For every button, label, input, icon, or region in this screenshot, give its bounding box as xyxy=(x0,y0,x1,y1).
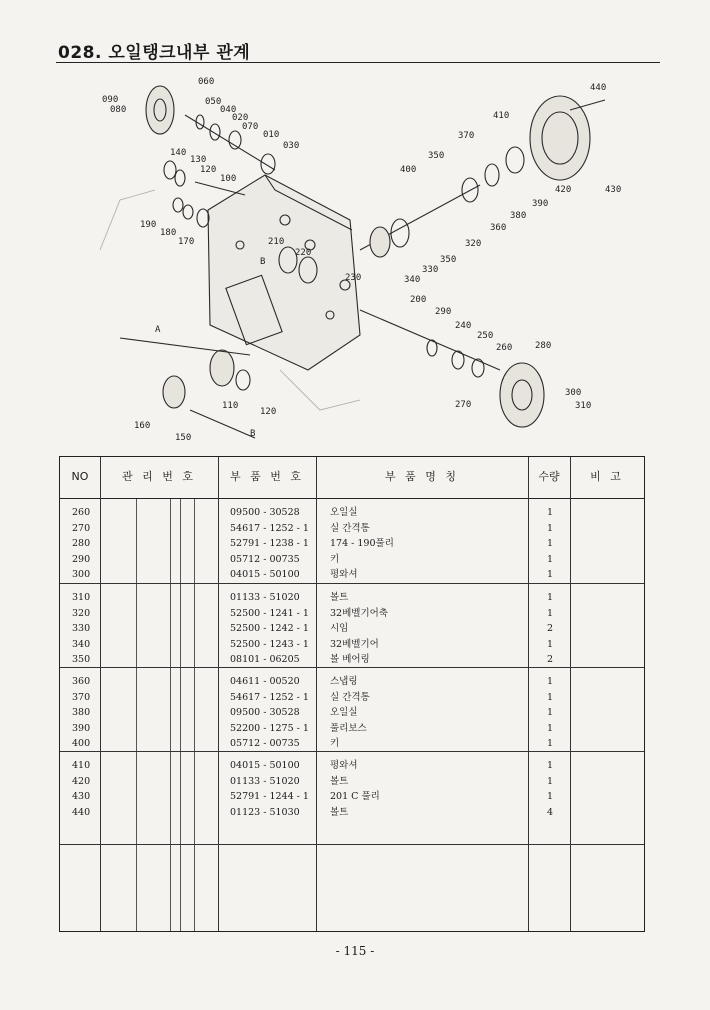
cell-part-name: 32베벨기어축 xyxy=(330,607,388,619)
page-number: - 115 - xyxy=(335,944,375,958)
callout-120b: 120 xyxy=(260,407,277,417)
cell-no: 370 xyxy=(72,691,91,703)
cell-part-no: 01123 - 51030 xyxy=(230,806,300,818)
table-row xyxy=(60,621,644,636)
table-row xyxy=(60,705,644,720)
table-row xyxy=(60,536,644,551)
cell-part-name: 실 간격통 xyxy=(330,522,370,534)
parts-table xyxy=(59,456,645,932)
table-row xyxy=(60,736,644,751)
callout-190: 190 xyxy=(140,220,157,230)
cell-part-name: 201 C 풀리 xyxy=(330,791,380,802)
cell-no: 330 xyxy=(72,623,91,634)
cell-qty: 1 xyxy=(546,691,554,703)
callout-100: 100 xyxy=(220,174,237,184)
cell-qty: 4 xyxy=(546,806,554,818)
row-group xyxy=(60,584,644,668)
row-group xyxy=(60,752,644,845)
table-row xyxy=(60,590,644,605)
cell-part-no: 52500 - 1243 - 1 xyxy=(230,638,309,650)
cell-part-no: 08101 - 06205 xyxy=(230,654,300,665)
cell-qty: 1 xyxy=(546,791,554,802)
cell-part-no: 04015 - 50100 xyxy=(230,760,300,771)
row-group xyxy=(60,499,644,584)
cell-qty: 1 xyxy=(546,538,554,549)
table-row xyxy=(60,552,644,567)
cell-no: 380 xyxy=(72,707,91,718)
cell-qty: 1 xyxy=(546,592,554,603)
cell-no: 300 xyxy=(72,569,91,580)
cell-part-no: 52500 - 1241 - 1 xyxy=(230,607,309,619)
row-group xyxy=(60,845,644,931)
cell-part-no: 09500 - 30528 xyxy=(230,707,300,718)
callout-250: 250 xyxy=(477,331,494,341)
callout-430: 430 xyxy=(605,185,622,195)
cell-part-name: 32베벨기어 xyxy=(330,638,379,650)
table-row xyxy=(60,758,644,773)
table-row xyxy=(60,789,644,804)
table-row xyxy=(60,690,644,705)
cell-part-name: 키 xyxy=(330,738,340,749)
header-part-no: 부 품 번 호 xyxy=(230,470,304,483)
cell-part-name: 볼트 xyxy=(330,775,349,787)
cell-qty: 2 xyxy=(546,623,554,634)
label-B-bottom: B xyxy=(250,429,256,439)
callout-160: 160 xyxy=(134,421,151,431)
cell-no: 420 xyxy=(72,775,91,787)
callout-010: 010 xyxy=(263,130,280,140)
cell-part-no: 05712 - 00735 xyxy=(230,738,300,749)
cell-qty: 1 xyxy=(546,638,554,650)
table-row xyxy=(60,521,644,536)
callout-310: 310 xyxy=(575,401,592,411)
callout-340: 340 xyxy=(404,275,421,285)
callout-400: 400 xyxy=(400,165,417,175)
callout-270: 270 xyxy=(455,400,472,410)
cell-no: 360 xyxy=(72,676,91,687)
cell-qty: 1 xyxy=(546,676,554,687)
table-row xyxy=(60,674,644,689)
cell-part-name: 스냅링 xyxy=(330,676,358,687)
cell-part-no: 52791 - 1238 - 1 xyxy=(230,538,309,549)
header-mgmt-no: 관 리 번 호 xyxy=(122,470,196,483)
cell-qty: 1 xyxy=(546,507,554,518)
table-row xyxy=(60,505,644,520)
cell-qty: 1 xyxy=(546,738,554,749)
cell-part-no: 09500 - 30528 xyxy=(230,507,300,518)
callout-370: 370 xyxy=(458,131,475,141)
callout-350b: 350 xyxy=(440,255,457,265)
cell-no: 270 xyxy=(72,522,91,534)
cell-no: 410 xyxy=(72,760,91,771)
callout-330: 330 xyxy=(422,265,439,275)
callout-440: 440 xyxy=(590,83,607,93)
header-part-name: 부 품 명 칭 xyxy=(385,470,459,483)
header-qty: 수량 xyxy=(538,470,560,483)
callout-140: 140 xyxy=(170,148,187,158)
cell-part-name: 시임 xyxy=(330,623,349,634)
row-group xyxy=(60,668,644,752)
callout-040: 040 xyxy=(220,105,237,115)
table-row xyxy=(60,637,644,652)
cell-no: 260 xyxy=(72,507,91,518)
title-rule xyxy=(56,62,660,63)
callout-390: 390 xyxy=(532,199,549,209)
table-row xyxy=(60,805,644,820)
table-row xyxy=(60,774,644,789)
cell-part-name: 평와셔 xyxy=(330,760,358,771)
cell-no: 310 xyxy=(72,592,91,603)
callout-210: 210 xyxy=(268,237,285,247)
cell-no: 430 xyxy=(72,791,91,802)
callout-290: 290 xyxy=(435,307,452,317)
cell-qty: 1 xyxy=(546,707,554,718)
table-row xyxy=(60,606,644,621)
cell-part-no: 52791 - 1244 - 1 xyxy=(230,791,309,802)
cell-part-no: 04015 - 50100 xyxy=(230,569,300,580)
cell-no: 320 xyxy=(72,607,91,619)
cell-part-no: 01133 - 51020 xyxy=(230,775,300,787)
cell-no: 350 xyxy=(72,654,91,665)
cell-part-name: 풀리보스 xyxy=(330,722,367,734)
callout-020: 020 xyxy=(232,113,249,123)
cell-qty: 2 xyxy=(546,654,554,665)
callout-180: 180 xyxy=(160,228,177,238)
cell-qty: 1 xyxy=(546,760,554,771)
cell-qty: 1 xyxy=(546,722,554,734)
table-row xyxy=(60,721,644,736)
header-no: NO xyxy=(71,470,89,483)
exploded-parts-diagram xyxy=(60,70,660,450)
table-row xyxy=(60,567,644,582)
label-A: A xyxy=(155,325,161,335)
cell-qty: 1 xyxy=(546,775,554,787)
callout-360: 360 xyxy=(490,223,507,233)
cell-qty: 1 xyxy=(546,569,554,580)
cell-part-name: 볼트 xyxy=(330,806,349,818)
callout-120a: 120 xyxy=(200,165,217,175)
callout-130: 130 xyxy=(190,155,207,165)
cell-no: 280 xyxy=(72,538,91,549)
cell-part-name: 실 간격통 xyxy=(330,691,370,703)
callout-260: 260 xyxy=(496,343,513,353)
cell-part-name: 볼트 xyxy=(330,592,349,603)
cell-part-name: 키 xyxy=(330,553,340,565)
page-title: 028. 오일탱크내부 관계 xyxy=(58,43,251,63)
cell-qty: 1 xyxy=(546,607,554,619)
cell-part-name: 오일실 xyxy=(330,507,358,518)
callout-230: 230 xyxy=(345,273,362,283)
cell-part-no: 54617 - 1252 - 1 xyxy=(230,691,309,703)
callout-030: 030 xyxy=(283,141,300,151)
header-remark: 비 고 xyxy=(590,470,624,483)
callout-070: 070 xyxy=(242,122,259,132)
callout-380: 380 xyxy=(510,211,527,221)
cell-part-no: 52200 - 1275 - 1 xyxy=(230,722,309,734)
cell-no: 290 xyxy=(72,553,91,565)
callout-280: 280 xyxy=(535,341,552,351)
callout-090: 090 xyxy=(102,95,119,105)
callout-350a: 350 xyxy=(428,151,445,161)
cell-part-name: 평와셔 xyxy=(330,569,358,580)
callout-410: 410 xyxy=(493,111,510,121)
callout-150: 150 xyxy=(175,433,192,443)
callout-220: 220 xyxy=(295,248,312,258)
cell-part-no: 52500 - 1242 - 1 xyxy=(230,623,309,634)
cell-part-no: 04611 - 00520 xyxy=(230,676,300,687)
cell-part-name: 174 - 190풀리 xyxy=(330,538,394,549)
cell-part-no: 54617 - 1252 - 1 xyxy=(230,522,309,534)
callout-420: 420 xyxy=(555,185,572,195)
label-B-top: B xyxy=(260,257,266,267)
cell-part-no: 05712 - 00735 xyxy=(230,553,300,565)
cell-part-name: 볼 베어링 xyxy=(330,654,370,665)
callout-080: 080 xyxy=(110,105,127,115)
cell-no: 340 xyxy=(72,638,91,650)
cell-no: 390 xyxy=(72,722,91,734)
cell-no: 400 xyxy=(72,738,91,749)
table-header xyxy=(60,457,644,499)
callout-050: 050 xyxy=(205,97,222,107)
callout-110: 110 xyxy=(222,401,239,411)
callout-320: 320 xyxy=(465,239,482,249)
cell-part-name: 오일실 xyxy=(330,707,358,718)
callout-240: 240 xyxy=(455,321,472,331)
callout-300: 300 xyxy=(565,388,582,398)
table-row xyxy=(60,652,644,667)
cell-no: 440 xyxy=(72,806,91,818)
callout-060: 060 xyxy=(198,77,215,87)
cell-qty: 1 xyxy=(546,522,554,534)
callout-170: 170 xyxy=(178,237,195,247)
cell-part-no: 01133 - 51020 xyxy=(230,592,300,603)
cell-qty: 1 xyxy=(546,553,554,565)
callout-200: 200 xyxy=(410,295,427,305)
